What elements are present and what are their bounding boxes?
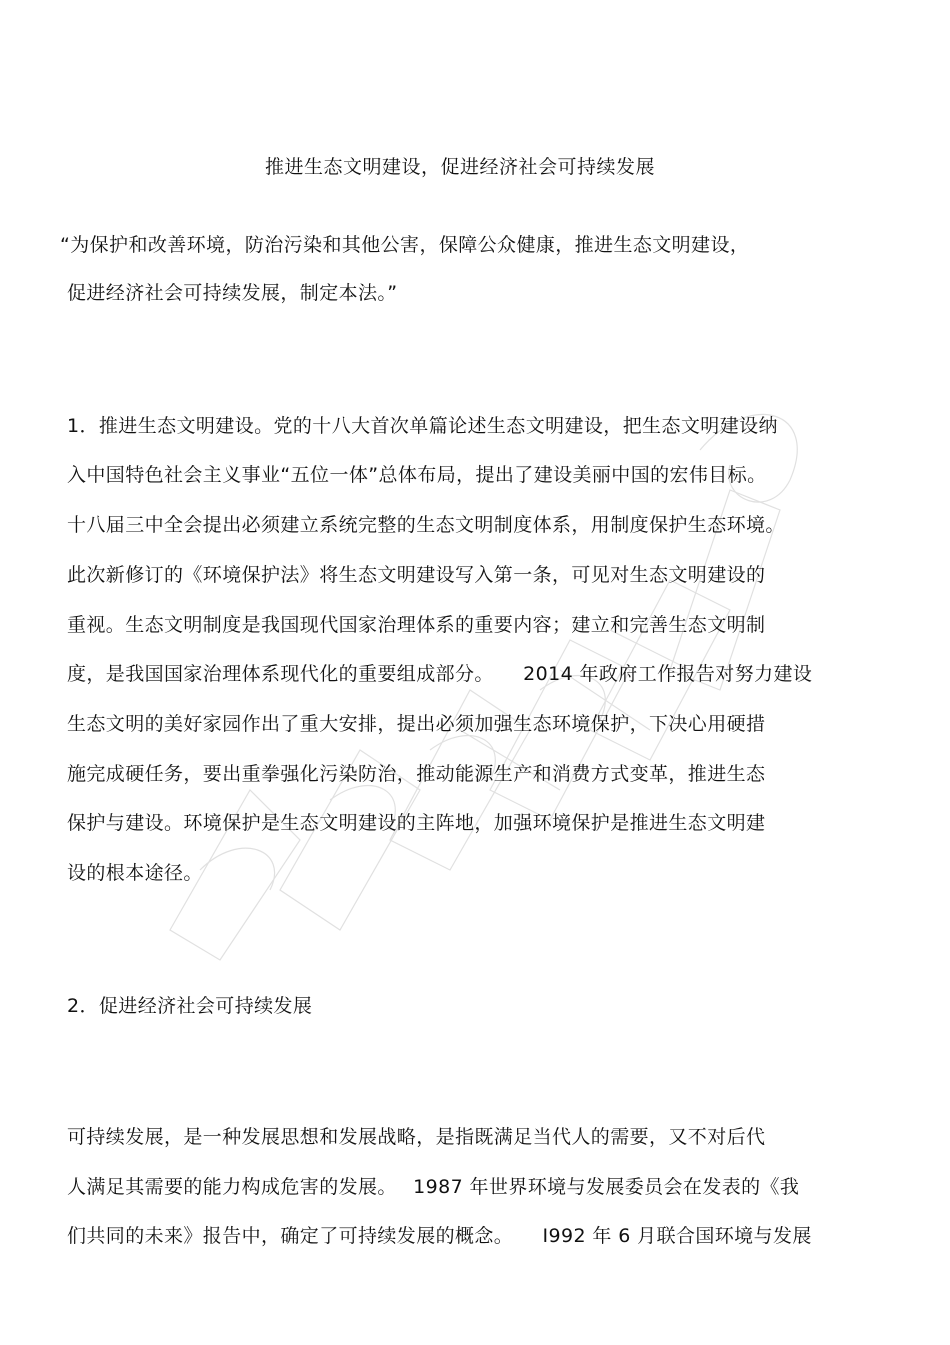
- paragraph-line: 十八届三中全会提出必须建立系统完整的生态文明制度体系，用制度保护生态环境。: [67, 514, 785, 536]
- paragraph-line: 入中国特色社会主义事业“五位一体”总体布局，提出了建设美丽中国的宏伟目标。: [67, 464, 767, 486]
- paragraph-line: 施完成硬任务，要出重拳强化污染防治，推动能源生产和消费方式变革，推进生态: [67, 763, 766, 785]
- quote-line: 促进经济社会可持续发展，制定本法。”: [67, 282, 398, 304]
- paragraph-line: 生态文明的美好家园作出了重大安排，提出必须加强生态环境保护，下决心用硬措: [67, 713, 766, 735]
- paragraph-line: 们共同的未来》报告中，确定了可持续发展的概念。 I992 年 6 月联合国环境与发展: [67, 1225, 812, 1247]
- quote-line: “为保护和改善环境，防治污染和其他公害，保障公众健康，推进生态文明建设，: [60, 234, 750, 256]
- paragraph-line: 保护与建设。环境保护是生态文明建设的主阵地，加强环境保护是推进生态文明建: [67, 812, 766, 834]
- paragraph-line: 可持续发展，是一种发展思想和发展战略，是指既满足当代人的需要，又不对后代: [67, 1126, 766, 1148]
- section-heading: 2．促进经济社会可持续发展: [67, 995, 313, 1017]
- paragraph-line: 人满足其需要的能力构成危害的发展。 1987 年世界环境与发展委员会在发表的《我: [67, 1176, 800, 1198]
- paragraph-line: 此次新修订的《环境保护法》将生态文明建设写入第一条，可见对生态文明建设的: [67, 564, 766, 586]
- paragraph-line: 重视。生态文明制度是我国现代国家治理体系的重要内容；建立和完善生态文明制: [67, 614, 766, 636]
- paragraph-line: 度，是我国国家治理体系现代化的重要组成部分。 2014 年政府工作报告对努力建设: [67, 663, 813, 685]
- paragraph-line: 设的根本途径。: [67, 862, 203, 884]
- document-title: 推进生态文明建设，促进经济社会可持续发展: [264, 156, 655, 178]
- paragraph-line: 1．推进生态文明建设。党的十八大首次单篇论述生态文明建设，把生态文明建设纳: [67, 415, 778, 437]
